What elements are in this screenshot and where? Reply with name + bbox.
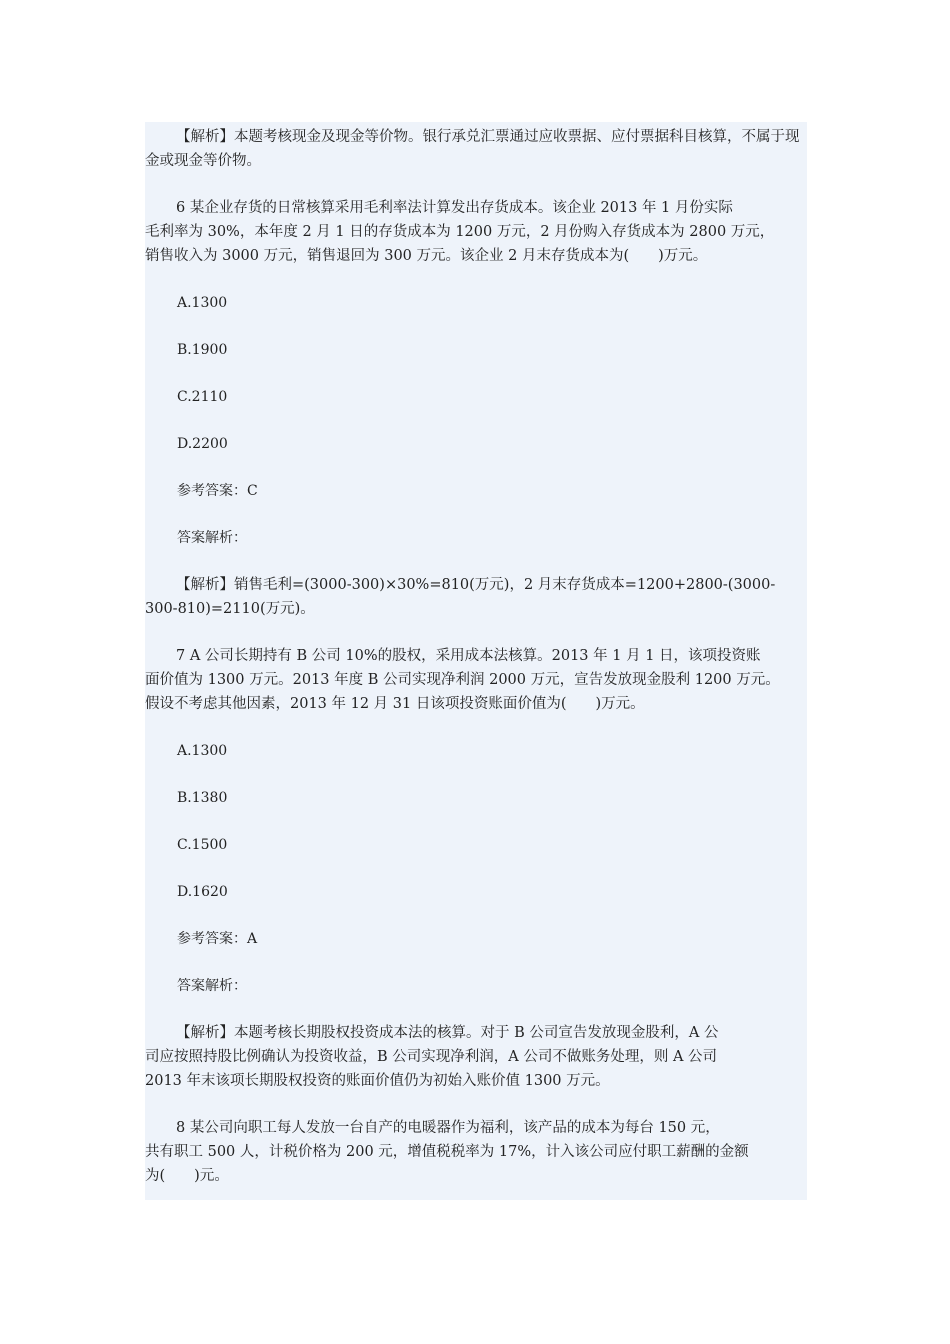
spacer <box>145 550 807 573</box>
answer-explanation-label: 答案解析： <box>177 978 247 994</box>
option-a: A.1300 <box>177 295 228 311</box>
explanation-line: 300-810)=2110(万元)。 <box>145 601 315 617</box>
question-line: 为( )元。 <box>145 1168 229 1184</box>
question-line: 销售收入为 3000 万元，销售退回为 300 万元。该企业 2 月末存货成本为( )万元。 <box>145 248 708 264</box>
question-line: 假设不考虑其他因素，2013 年 12 月 31 日该项投资账面价值为( )万元。 <box>145 696 645 712</box>
explanation-line: 2013 年末该项长期股权投资的账面价值仍为初始入账价值 1300 万元。 <box>145 1073 610 1089</box>
spacer <box>145 409 807 432</box>
option-d: D.2200 <box>177 436 228 452</box>
spacer <box>145 1093 807 1116</box>
option-b: B.1380 <box>177 790 228 806</box>
question-line: 面价值为 1300 万元。2013 年度 B 公司实现净利润 2000 万元，宣告发放现金股利 1200 万元。 <box>145 672 780 688</box>
analysis-paragraph: 【解析】本题考核现金及现金等价物。银行承兑汇票通过应收票据、应付票据科目核算，不属于现金或现金等价物。 <box>145 129 800 169</box>
explanation-6 <box>145 573 807 621</box>
option-c: C.2110 <box>177 389 228 405</box>
explanation-7 <box>145 1021 807 1093</box>
spacer <box>145 763 807 786</box>
spacer <box>145 951 807 974</box>
spacer <box>145 904 807 927</box>
question-7 <box>145 644 807 716</box>
option-d: D.1620 <box>177 884 228 900</box>
spacer <box>145 621 807 644</box>
question-8 <box>145 1116 807 1188</box>
spacer <box>145 456 807 479</box>
answer-explanation-label: 答案解析： <box>177 530 247 546</box>
reference-answer: 参考答案：C <box>177 483 258 499</box>
question-line: 毛利率为 30%，本年度 2 月 1 日的存货成本为 1200 万元，2 月份购入存货成本为 2800 万元， <box>145 224 775 240</box>
question-line: 共有职工 500 人，计税价格为 200 元，增值税税率为 17%，计入该公司应付职工薪酬的金额 <box>145 1144 749 1160</box>
option-b: B.1900 <box>177 342 228 358</box>
spacer <box>145 362 807 385</box>
option-a: A.1300 <box>177 743 228 759</box>
explanation-line: 【解析】本题考核长期股权投资成本法的核算。对于 B 公司宣告发放现金股利，A 公 <box>176 1025 719 1041</box>
option-c: C.1500 <box>177 837 228 853</box>
spacer <box>145 810 807 833</box>
spacer <box>145 315 807 338</box>
document-body <box>145 122 807 1200</box>
spacer <box>145 998 807 1021</box>
question-line: 6 某企业存货的日常核算采用毛利率法计算发出存货成本。该企业 2013 年 1 月份实际 <box>176 200 733 216</box>
question-6 <box>145 196 807 268</box>
spacer <box>145 716 807 739</box>
reference-answer: 参考答案：A <box>177 931 258 947</box>
question-line: 8 某公司向职工每人发放一台自产的电暖器作为福利，该产品的成本为每台 150 元， <box>176 1120 720 1136</box>
spacer <box>145 857 807 880</box>
question-line: 7 A 公司长期持有 B 公司 10%的股权，采用成本法核算。2013 年 1 月 1 日，该项投资账 <box>176 648 761 664</box>
spacer <box>145 268 807 291</box>
explanation-line: 【解析】销售毛利=(3000-300)×30%=810(万元)，2 月末存货成本=1200+2800-(3000- <box>176 577 776 593</box>
spacer <box>145 503 807 526</box>
spacer <box>145 173 807 196</box>
explanation-line: 司应按照持股比例确认为投资收益，B 公司实现净利润，A 公司不做账务处理，则 A 公司 <box>145 1049 718 1065</box>
